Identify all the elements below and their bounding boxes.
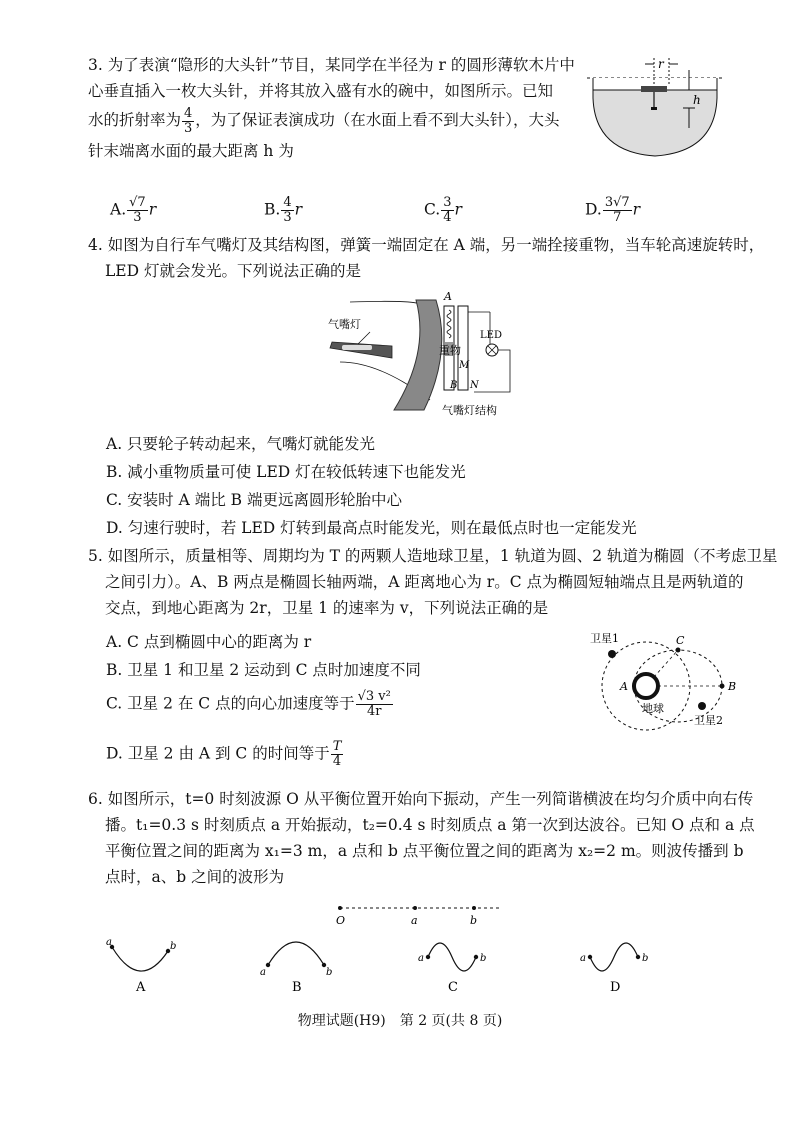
q4-fig-lamp-label: 气嘴灯 <box>328 318 361 331</box>
q5-fig-c-label: C <box>676 634 685 647</box>
q6-fig-b-label: b <box>470 914 478 927</box>
q6-b-label-a: a <box>260 967 266 978</box>
page-footer: 物理试题(H9) 第 2 页(共 8 页) <box>297 1013 503 1029</box>
q4-fig-m-label: M <box>459 360 470 371</box>
q3-option-a[interactable]: A. $\frac{√7}{3}$ r <box>110 195 157 225</box>
q6-choice-d-label: D <box>610 980 621 995</box>
q6-line-4: 点时，a、b 之间的波形为 <box>105 868 285 886</box>
q4-fig-weight-label: 重物 <box>439 344 461 357</box>
q4-option-a[interactable]: A. 只要轮子转动起来，气嘴灯就能发光 <box>106 435 376 453</box>
q4-line-2: LED 灯就会发光。下列说法正确的是 <box>105 262 361 280</box>
q6-choice-d[interactable] <box>574 935 664 995</box>
q5-fig-earth-label: 地球 <box>642 702 664 715</box>
q6-choice-a-label: A <box>136 980 146 995</box>
q6-fig-a-label: a <box>411 914 418 927</box>
q6-medium-figure <box>330 898 510 928</box>
q4-option-b[interactable]: B. 减小重物质量可使 LED 灯在较低转速下也能发光 <box>106 463 466 481</box>
q6-choice-c-label: C <box>448 980 458 995</box>
q5-fig-sat2-label: 卫星2 <box>694 714 723 727</box>
q3-bowl-figure <box>585 52 725 162</box>
q6-b-label-b: b <box>326 967 333 978</box>
q3-line-3 <box>88 104 588 136</box>
q6-choice-b-label: B <box>292 980 302 995</box>
q6-fig-o-label: O <box>336 914 346 927</box>
q4-fig-led-label: LED <box>480 330 502 341</box>
q5-line-1: 5. 如图所示，质量相等、周期均为 T 的两颗人造地球卫星，1 轨道为圆、2 轨道为椭圆（不考虑卫星 <box>88 547 778 565</box>
q4-fig-caption: 气嘴灯结构 <box>442 404 497 417</box>
q5-option-b[interactable]: B. 卫星 1 和卫星 2 运动到 C 点时加速度不同 <box>106 661 421 679</box>
q6-a-label-a: a <box>106 937 112 948</box>
q4-option-c[interactable]: C. 安装时 A 端比 B 端更远离圆形轮胎中心 <box>106 491 402 509</box>
q5-option-d[interactable]: D. 卫星 2 由 A 到 C 的时间等于 $\frac{T}{4}$ <box>106 739 342 769</box>
q6-choice-a[interactable] <box>100 935 190 995</box>
q3-fig-h-label: h <box>693 93 701 107</box>
q4-valve-light-figure <box>320 292 520 422</box>
q4-option-d[interactable]: D. 匀速行驶时，若 LED 灯转到最高点时能发光，则在最低点时也一定能发光 <box>106 519 637 537</box>
q6-line-1: 6. 如图所示，t=0 时刻波源 O 从平衡位置开始向下振动，产生一列简谐横波在均匀介质中向右传 <box>88 790 754 808</box>
q5-option-a[interactable]: A. C 点到椭圆中心的距离为 r <box>106 633 312 651</box>
q4-fig-a-label: A <box>444 292 452 303</box>
q3-line-3b: ，为了保证表演成功（在水面上看不到大头针），大头 <box>195 111 560 129</box>
q4-fig-b-label: B <box>450 380 458 391</box>
q3-line-1: 3. 为了表演“隐形的大头针”节目，某同学在半径为 r 的圆形薄软木片中 <box>88 56 575 74</box>
question-3 <box>88 52 588 164</box>
q5-fig-b-label: B <box>728 680 737 693</box>
q5-option-c[interactable]: C. 卫星 2 在 C 点的向心加速度等于 $\frac{\text{√3 v²}}{4r}$ <box>106 689 391 719</box>
q3-line-3a: 水的折射率为 <box>88 111 182 129</box>
q3-line-2: 心垂直插入一枚大头针，并将其放入盛有水的碗中，如图所示。已知 <box>88 82 554 100</box>
q4-line-1: 4. 如图为自行车气嘴灯及其结构图，弹簧一端固定在 A 端，另一端拴接重物，当车轮高速旋转时， <box>88 236 765 254</box>
question-5 <box>88 543 788 621</box>
question-6 <box>88 786 788 890</box>
q3-fig-r-label: r <box>658 57 664 71</box>
q5-line-2: 之间引力）。A、B 两点是椭圆长轴两端，A 距离地心为 r。C 点为椭圆短轴端点且是两轨道的 <box>105 573 744 591</box>
q6-c-label-b: b <box>480 953 487 964</box>
q6-a-label-b: b <box>170 941 177 952</box>
q3-line-4: 针末端离水面的最大距离 h 为 <box>88 142 294 160</box>
q6-c-label-a: a <box>418 953 424 964</box>
q3-refraction-frac: $\frac{4}{3}$ <box>184 105 193 136</box>
q3-option-b[interactable]: B. $\frac{4}{3}$ r <box>264 195 303 225</box>
q6-d-label-a: a <box>580 953 586 964</box>
q3-option-d[interactable]: D. $\frac{3√7}{7}$ r <box>585 195 641 225</box>
q4-fig-n-label: N <box>470 380 479 391</box>
question-4 <box>88 232 788 284</box>
q6-choice-b[interactable] <box>256 935 346 995</box>
q6-line-3: 平衡位置之间的距离为 x₁=3 m，a 点和 b 点平衡位置之间的距离为 x₂=2 m。则波传播到 b <box>105 842 744 860</box>
q6-line-2: 播。t₁=0.3 s 时刻质点 a 开始振动，t₂=0.4 s 时刻质点 a 第一次到达波谷。已知 O 点和 a 点 <box>105 816 755 834</box>
q5-fig-sat1-label: 卫星1 <box>590 632 619 645</box>
q5-fig-a-label: A <box>620 680 628 693</box>
q5-line-3: 交点，到地心距离为 2r，卫星 1 的速率为 v，下列说法正确的是 <box>105 599 549 617</box>
q3-option-c[interactable]: C. $\frac{3}{4}$ r <box>424 195 462 225</box>
q6-choice-c[interactable] <box>412 935 502 995</box>
q6-d-label-b: b <box>642 953 649 964</box>
q5-orbit-figure <box>590 628 750 738</box>
